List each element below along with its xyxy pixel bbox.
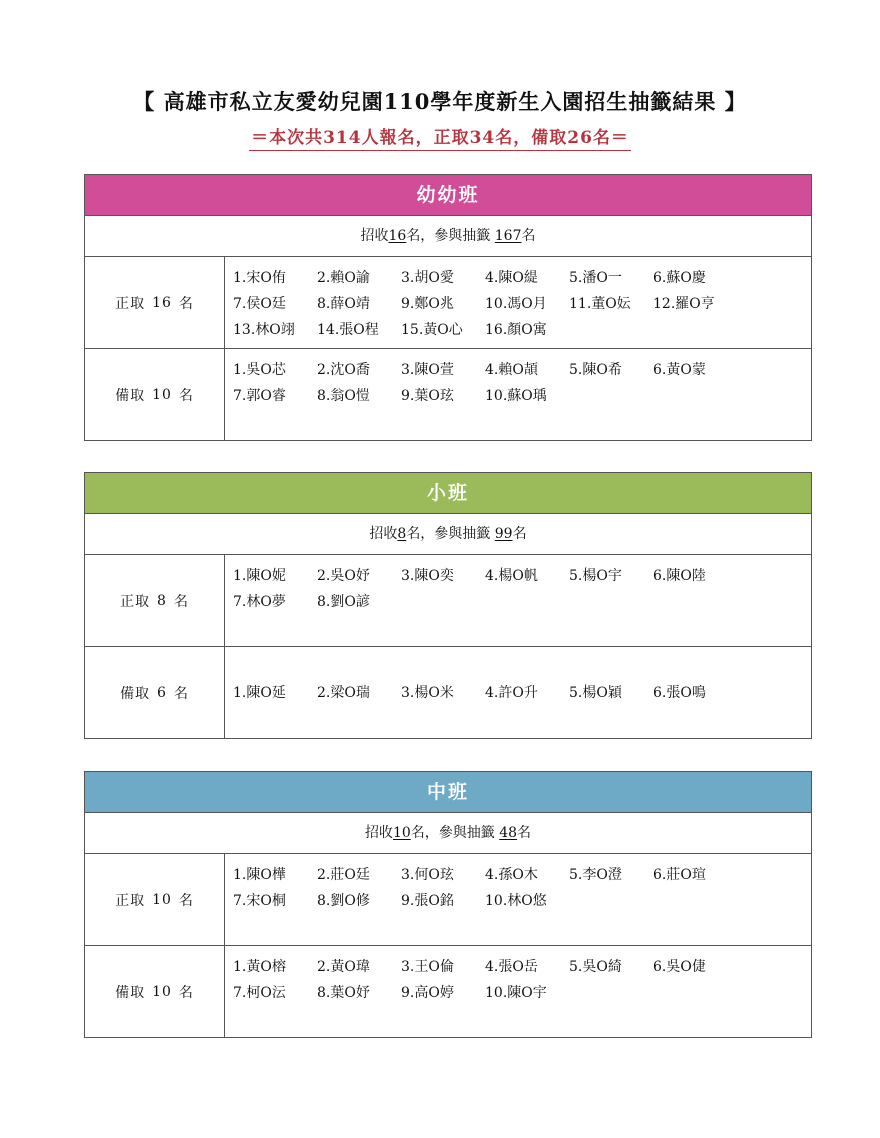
label-suffix: 名 bbox=[178, 984, 194, 1001]
list-item-name: 1.陳O延 bbox=[233, 684, 286, 701]
waitlist-names bbox=[225, 946, 811, 1037]
list-item-name: 1.黃O榕 bbox=[233, 959, 286, 975]
page-subtitle: ＝本次共314人報名，正取34名，備取26名＝ bbox=[249, 123, 631, 151]
list-item-name: 6.蘇O慶 bbox=[653, 270, 706, 286]
admitted-names bbox=[225, 555, 811, 646]
info-pre: 招收 bbox=[360, 228, 389, 244]
list-item-name: 7.林O夢 bbox=[233, 594, 286, 610]
list-item-name: 3.楊O米 bbox=[401, 684, 454, 701]
admitted-label bbox=[85, 555, 225, 646]
label-count: 8 bbox=[157, 592, 167, 609]
list-item-name: 13.林O翊 bbox=[233, 322, 295, 338]
list-item-name: 5.楊O宇 bbox=[569, 568, 622, 584]
list-item-name: 1.宋O侑 bbox=[233, 270, 286, 286]
list-item-name: 9.張O銘 bbox=[401, 893, 454, 909]
section-toddler-class bbox=[84, 174, 812, 441]
list-item-name: 12.羅O亨 bbox=[653, 296, 715, 312]
list-item-name: 7.柯O沄 bbox=[233, 985, 286, 1001]
list-item-name: 9.鄭O兆 bbox=[401, 296, 454, 312]
info-mid: 名，參與抽籤 bbox=[406, 526, 495, 542]
label-prefix: 備取 bbox=[120, 685, 151, 702]
section-info bbox=[85, 514, 811, 555]
list-item-name: 4.許O升 bbox=[485, 684, 538, 701]
label-suffix: 名 bbox=[178, 387, 194, 404]
list-item-name: 5.吳O綺 bbox=[569, 959, 622, 975]
waitlist-row bbox=[85, 945, 811, 1037]
info-applicants: 99 bbox=[494, 526, 513, 542]
list-item-name: 11.董O妘 bbox=[569, 296, 631, 312]
waitlist-names bbox=[225, 349, 811, 440]
list-item-name: 6.莊O瑄 bbox=[653, 867, 706, 883]
info-pre: 招收 bbox=[369, 526, 398, 542]
label-suffix: 名 bbox=[178, 295, 194, 312]
label-prefix: 正取 bbox=[115, 295, 146, 312]
list-item-name: 9.葉O玹 bbox=[401, 388, 454, 404]
section-header: 幼幼班 bbox=[85, 175, 811, 216]
list-item-name: 2.梁O瑞 bbox=[317, 684, 370, 701]
admitted-row bbox=[85, 257, 811, 348]
list-item-name: 7.郭O睿 bbox=[233, 388, 286, 404]
list-item-name: 4.陳O緹 bbox=[485, 270, 538, 286]
section-small-class bbox=[84, 472, 812, 739]
section-header: 中班 bbox=[85, 772, 811, 813]
list-item-name: 2.沈O喬 bbox=[317, 362, 370, 378]
waitlist-row bbox=[85, 348, 811, 440]
list-item-name: 10.林O悠 bbox=[485, 893, 547, 909]
list-item-name: 8.葉O妤 bbox=[317, 985, 370, 1001]
list-item-name: 10.蘇O瑀 bbox=[485, 388, 547, 404]
admitted-names bbox=[225, 854, 811, 945]
label-prefix: 備取 bbox=[115, 387, 146, 404]
list-item-name: 15.黃O心 bbox=[401, 322, 463, 338]
list-item-name: 8.薛O靖 bbox=[317, 296, 370, 312]
list-item-name: 7.宋O桐 bbox=[233, 893, 286, 909]
list-item-name: 3.陳O奕 bbox=[401, 568, 454, 584]
list-item-name: 2.黃O瑋 bbox=[317, 959, 370, 975]
list-item-name: 2.賴O諭 bbox=[317, 270, 370, 286]
list-item-name: 8.劉O修 bbox=[317, 893, 370, 909]
list-item-name: 9.高O婷 bbox=[401, 985, 454, 1001]
list-item-name: 4.賴O頡 bbox=[485, 362, 538, 378]
list-item-name: 2.莊O廷 bbox=[317, 867, 370, 883]
list-item-name: 7.侯O廷 bbox=[233, 296, 286, 312]
label-prefix: 正取 bbox=[120, 593, 151, 610]
label-count: 16 bbox=[152, 294, 172, 311]
label-count: 6 bbox=[157, 684, 167, 701]
list-item-name: 16.顏O寓 bbox=[485, 322, 547, 338]
list-item-name: 4.孫O木 bbox=[485, 867, 538, 883]
subtitle-container bbox=[0, 123, 880, 151]
admitted-row bbox=[85, 854, 811, 945]
admitted-label bbox=[85, 854, 225, 945]
list-item-name: 3.王O倫 bbox=[401, 959, 454, 975]
info-quota: 10 bbox=[392, 825, 411, 841]
list-item-name: 3.何O玹 bbox=[401, 867, 454, 883]
info-applicants: 167 bbox=[494, 228, 522, 244]
list-item-name: 5.楊O穎 bbox=[569, 684, 622, 701]
label-suffix: 名 bbox=[173, 593, 189, 610]
list-item-name: 3.胡O愛 bbox=[401, 270, 454, 286]
info-quota: 16 bbox=[388, 228, 407, 244]
page-title: 【 高雄市私立友愛幼兒園110學年度新生入園招生抽籤結果 】 bbox=[133, 89, 747, 114]
list-item-name: 10.陳O宇 bbox=[485, 985, 547, 1001]
list-item-name: 4.楊O帆 bbox=[485, 568, 538, 584]
list-item-name: 6.張O鳴 bbox=[653, 684, 706, 701]
waitlist-label bbox=[85, 647, 225, 738]
list-item-name: 6.吳O倢 bbox=[653, 959, 706, 975]
label-count: 10 bbox=[152, 386, 172, 403]
admitted-row bbox=[85, 555, 811, 646]
info-post: 名 bbox=[521, 228, 536, 244]
list-item-name: 5.李O澄 bbox=[569, 867, 622, 883]
info-pre: 招收 bbox=[364, 825, 393, 841]
info-mid: 名，參與抽籤 bbox=[406, 228, 495, 244]
list-item-name: 2.吳O妤 bbox=[317, 568, 370, 584]
label-suffix: 名 bbox=[178, 892, 194, 909]
admitted-label bbox=[85, 257, 225, 348]
label-prefix: 正取 bbox=[115, 892, 146, 909]
list-item-name: 5.潘O一 bbox=[569, 270, 622, 286]
list-item-name: 6.黃O蒙 bbox=[653, 362, 706, 378]
section-middle-class bbox=[84, 771, 812, 1038]
list-item-name: 3.陳O萱 bbox=[401, 362, 454, 378]
list-item-name: 1.陳O樺 bbox=[233, 867, 286, 883]
info-applicants: 48 bbox=[499, 825, 518, 841]
list-item-name: 4.張O岳 bbox=[485, 959, 538, 975]
waitlist-names bbox=[225, 647, 811, 738]
section-info bbox=[85, 216, 811, 257]
waitlist-row bbox=[85, 646, 811, 738]
list-item-name: 1.吳O芯 bbox=[233, 362, 286, 378]
list-item-name: 8.劉O諺 bbox=[317, 594, 370, 610]
admitted-names bbox=[225, 257, 811, 348]
list-item-name: 8.翁O愷 bbox=[317, 388, 370, 404]
section-info bbox=[85, 813, 811, 854]
waitlist-label bbox=[85, 349, 225, 440]
list-item-name: 10.馮O月 bbox=[485, 296, 547, 312]
section-header: 小班 bbox=[85, 473, 811, 514]
info-post: 名 bbox=[512, 526, 527, 542]
info-quota: 8 bbox=[397, 526, 407, 542]
label-count: 10 bbox=[152, 983, 172, 1000]
list-item-name: 1.陳O妮 bbox=[233, 568, 286, 584]
waitlist-label bbox=[85, 946, 225, 1037]
list-item-name: 5.陳O希 bbox=[569, 362, 622, 378]
label-suffix: 名 bbox=[173, 685, 189, 702]
label-count: 10 bbox=[152, 891, 172, 908]
info-post: 名 bbox=[517, 825, 532, 841]
list-item-name: 6.陳O陸 bbox=[653, 568, 706, 584]
list-item-name: 14.張O程 bbox=[317, 322, 379, 338]
info-mid: 名，參與抽籤 bbox=[410, 825, 500, 841]
label-prefix: 備取 bbox=[115, 984, 146, 1001]
